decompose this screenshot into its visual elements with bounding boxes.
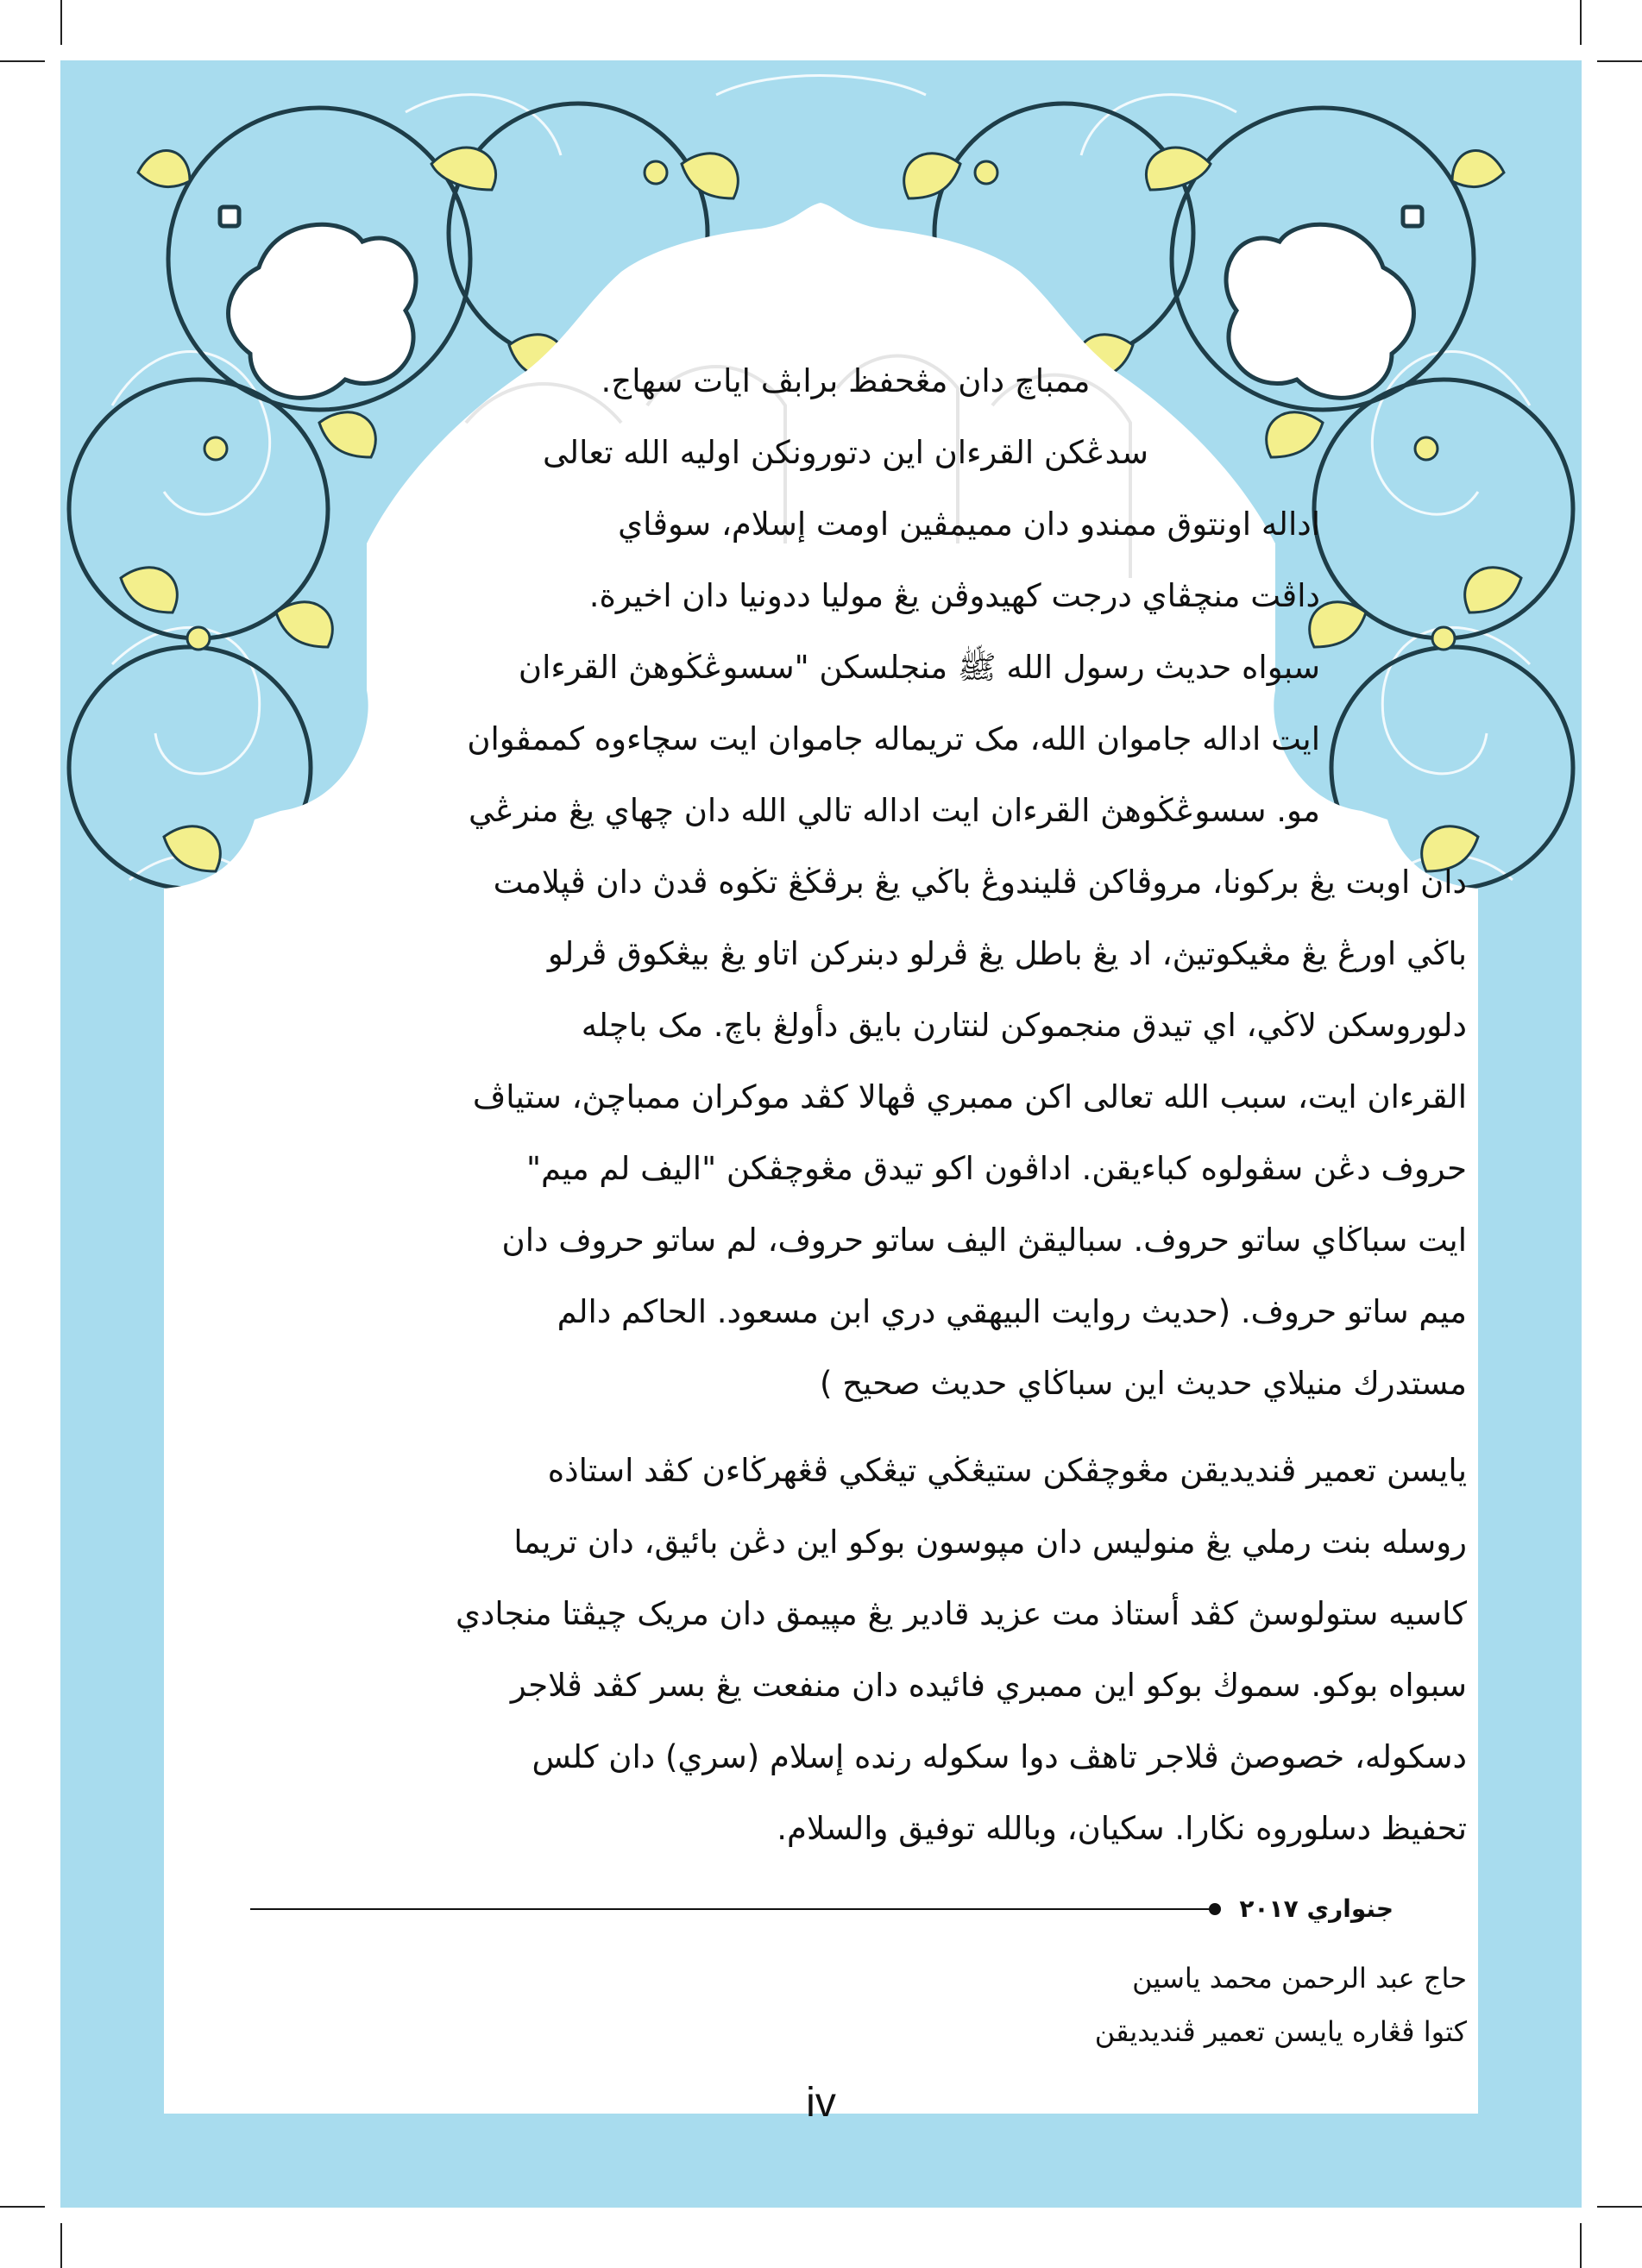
text-line: ايت اداله جاموان الله، مک تريماله جاموان ايت سچاءوه کممڤوان [467,720,1320,757]
text-line: دلوروسکن لاڬي، اي تيدق منجموکن لنتارن بايق دأولڠ باچ. مک باچله [581,1007,1467,1044]
paragraph-gap [224,1419,1467,1435]
main-text [224,345,1467,1864]
text-line: ممباچ دان مڠحفظ برابڤ ايات سهاج. [601,362,1091,399]
text-line: يايسن تعمير ڤنديديقن مڠوچڤکن ستيڠڬي تيڠکي ڤڠهرڬاءن کڤد استاذه [547,1452,1467,1489]
text-line: باڬي اورڠ يڠ مڠيکوتيڽ، اد يڠ باطل يڠ ڤرلو دبنرکن اتاو يڠ بيڠکوق ڤرلو [547,935,1467,972]
intro-paragraph [224,345,1467,846]
crop-mark [0,60,45,62]
text-line: ميم ساتو حروف. (حديث روايت البيهقي دري ابن مسعود. الحاکم دالم [557,1293,1467,1330]
date-label: جنواري ٢٠١٧ [1239,1894,1393,1923]
crop-mark [60,0,62,45]
text-line: اداله اونتوق ممندو دان ممیمڤين اومت إسلام، سوڤاي [618,506,1320,543]
text-line: سدڠکن القرءان اين دتورونکن اوليه الله تعالى [542,434,1149,471]
signatory-name: حاج عبد الرحمن محمد ياسين [1132,1962,1467,1995]
text-line: مو. سسوڠڬوهڽ القرءان ايت اداله تالي الله دان چهاي يڠ منرڠي [468,792,1320,829]
hadith-paragraph [224,846,1467,1419]
page-number: iv [806,2080,836,2126]
signature-block [863,1951,1467,2058]
text-line: داڤت منچڤاي درجت کهيدوڤن يڠ موليا ددونيا دان اخيرة. [588,577,1320,614]
text-line: ايت سباڬاي ساتو حروف. سباليقڽ اليف ساتو حروف، لم ساتو حروف دان [501,1222,1467,1259]
closing-paragraph [224,1435,1467,1864]
text-line: مستدرك منيلاي حديث اين سباڬاي حديث صحيح ) [820,1365,1467,1402]
text-line: تحفيظ دسلوروه نڬارا. سکيان، وبالله توفيق والسلام. [777,1810,1467,1847]
text-line: حروف دڠن سڤولوه کباءيقن. اداڤون اکو تيدق مڠوچڤکن "اليف لم ميم" [526,1150,1467,1187]
text-line: کاسيه ستولوسڽ کڤد أستاذ مت عزيد قادير يڠ مپيمق دان مريک چيڤتا منجادي [455,1595,1467,1632]
crop-mark [60,2223,62,2268]
crop-mark [1580,2223,1582,2268]
crop-mark [1597,2206,1642,2208]
crop-mark [1597,60,1642,62]
text-line: القرءان ايت، سبب الله تعالى اکن ممبري ڤهالا کڤد موکران ممباچڽ، ستياڤ [472,1078,1467,1115]
text-line: سبواه بوکو. سموڬ بوکو اين ممبري فائيده دان منفعت يڠ بسر کڤد ڤلاجر [510,1667,1467,1704]
date-rule [250,1892,1393,1926]
crop-mark [0,2206,45,2208]
text-line: روسله بنت رملي يڠ منوليس دان مپوسون بوکو اين دڠن بائيق، دان تريما [513,1524,1467,1561]
text-line: دسکوله، خصوصڽ ڤلاجر تاهڤ دوا سکوله رنده إسلام (سري) دان کلس [532,1738,1467,1775]
signatory-title: کتوا ڤڠاره يايسن تعمير ڤنديديقن [1094,2015,1467,2048]
bullet-dot-icon [1209,1903,1221,1915]
text-line: سبواه حديث رسول الله ﷺ منجلسکن "سسوڠڬوهڽ القرءان [518,649,1320,686]
text-line: دان اوبت يڠ برکونا، مروڤاکن ڤليندوڠ باڬي يڠ برڤڬڠ تڬوه ڤدڽ دان ڤپلامت [493,864,1467,901]
crop-mark [1580,0,1582,45]
divider-line [250,1908,1212,1910]
